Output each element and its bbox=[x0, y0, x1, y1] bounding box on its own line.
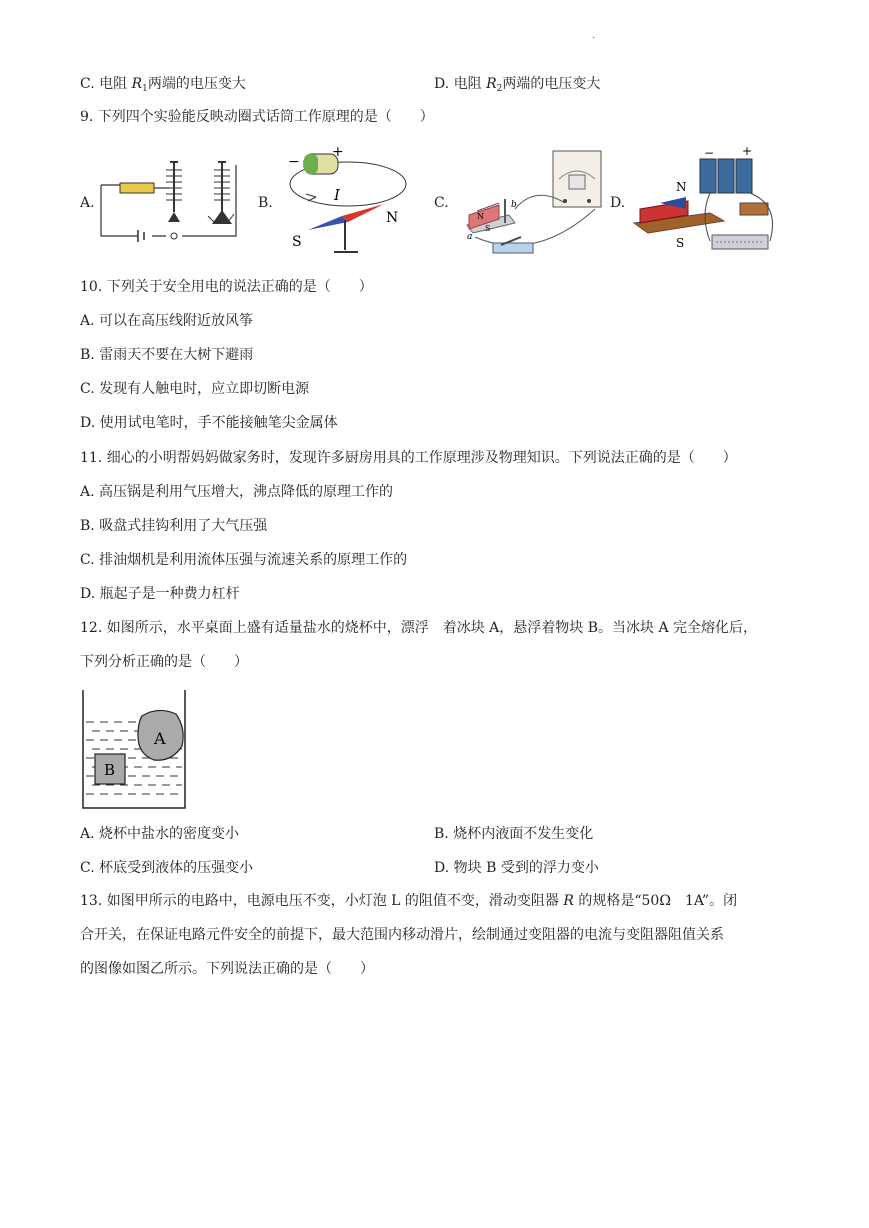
d-s-label: S bbox=[676, 236, 685, 250]
q9-figure-a bbox=[96, 150, 246, 245]
d-plus-label: + bbox=[742, 145, 753, 158]
q8-option-c-prefix: C. 电阻 bbox=[80, 76, 132, 92]
q8-option-d-var: R bbox=[486, 76, 497, 92]
q12-option-b[interactable]: B. 烧杯内液面不发生变化 bbox=[434, 826, 594, 842]
q13-stem-line2: 合开关，在保证电路元件安全的前提下，最大范围内移动滑片，绘制通过变阻器的电流与变阻器阻值关系 bbox=[80, 927, 724, 943]
q9-option-a-label[interactable]: A. bbox=[80, 195, 95, 211]
q8-option-d[interactable] bbox=[434, 73, 600, 94]
q13-stem-line1 bbox=[80, 891, 737, 911]
q12-option-c[interactable]: C. 杯底受到液体的压强变小 bbox=[80, 860, 254, 876]
b-s-label: S bbox=[292, 234, 302, 250]
c-s-label: S bbox=[485, 224, 491, 233]
q10-option-c[interactable]: C. 发现有人触电时，应立即切断电源 bbox=[80, 381, 310, 397]
q9-stem: 9. 下列四个实验能反映动圈式话筒工作原理的是（ ） bbox=[80, 109, 434, 125]
c-b-label: b bbox=[511, 200, 517, 210]
q9-figure-c bbox=[455, 145, 605, 263]
q9-option-d-label[interactable]: D. bbox=[610, 195, 626, 211]
q11-option-a[interactable]: A. 高压锅是利用气压增大，沸点降低的原理工作的 bbox=[80, 484, 394, 500]
q12-option-a[interactable]: A. 烧杯中盐水的密度变小 bbox=[80, 826, 240, 842]
q9-figure-d bbox=[630, 145, 785, 260]
q8-option-c[interactable] bbox=[80, 73, 246, 94]
q8-option-d-sub: 2 bbox=[496, 84, 503, 94]
q9-option-c-label[interactable]: C. bbox=[434, 195, 449, 211]
q8-option-d-suffix: 两端的电压变大 bbox=[502, 76, 601, 92]
q10-option-a[interactable]: A. 可以在高压线附近放风筝 bbox=[80, 313, 254, 329]
q10-option-d[interactable]: D. 使用试电笔时，手不能接触笔尖金属体 bbox=[80, 415, 338, 431]
q13-line1-suffix: 的规格是“50Ω 1A”。闭 bbox=[573, 893, 738, 909]
q12-stem-line2: 下列分析正确的是（ ） bbox=[80, 654, 248, 670]
q13-line1-var: R bbox=[563, 893, 574, 909]
q11-option-c[interactable]: C. 排油烟机是利用流体压强与流速关系的原理工作的 bbox=[80, 552, 408, 568]
q8-option-c-var: R bbox=[131, 76, 143, 92]
q8-option-d-prefix: D. 电阻 bbox=[434, 76, 487, 92]
c-n-label: N bbox=[477, 212, 484, 221]
q10-stem: 10. 下列关于安全用电的说法正确的是（ ） bbox=[80, 279, 373, 295]
q10-option-b[interactable]: B. 雷雨天不要在大树下避雨 bbox=[80, 347, 254, 363]
ice-block-a-label: A bbox=[154, 729, 166, 748]
q11-option-b[interactable]: B. 吸盘式挂钩利用了大气压强 bbox=[80, 518, 268, 534]
object-block-b-label: B bbox=[104, 761, 116, 779]
q12-stem-line1: 12. 如图所示，水平桌面上盛有适量盐水的烧杯中，漂浮 着冰块 A，悬浮着物块 B。当冰块 A 完全熔化后， bbox=[80, 620, 758, 636]
page-mark: . bbox=[592, 30, 596, 41]
d-n-label: N bbox=[676, 180, 687, 194]
d-minus-label: − bbox=[704, 146, 715, 160]
q9-figure-b bbox=[278, 142, 408, 260]
q12-option-d[interactable]: D. 物块 B 受到的浮力变小 bbox=[434, 860, 599, 876]
battery-plus-label: + bbox=[332, 144, 344, 160]
q11-stem: 11. 细心的小明帮妈妈做家务时，发现许多厨房用具的工作原理涉及物理知识。下列说法正确的是（ ） bbox=[80, 450, 737, 466]
current-label: I bbox=[334, 186, 340, 204]
q11-option-d[interactable]: D. 瓶起子是一种费力杠杆 bbox=[80, 586, 240, 602]
c-a-label: a bbox=[467, 232, 473, 242]
q8-option-c-sub: 1 bbox=[142, 84, 148, 94]
battery-minus-label: − bbox=[288, 154, 300, 170]
b-n-label: N bbox=[386, 210, 399, 226]
q13-line1-prefix: 13. 如图甲所示的电路中，电源电压不变，小灯泡 L 的阻值不变，滑动变阻器 bbox=[80, 893, 564, 909]
q12-beaker-figure bbox=[80, 688, 190, 812]
q8-option-c-suffix: 两端的电压变大 bbox=[147, 76, 246, 92]
q13-stem-line3: 的图像如图乙所示。下列说法正确的是（ ） bbox=[80, 961, 374, 977]
q9-option-b-label[interactable]: B. bbox=[258, 195, 273, 211]
